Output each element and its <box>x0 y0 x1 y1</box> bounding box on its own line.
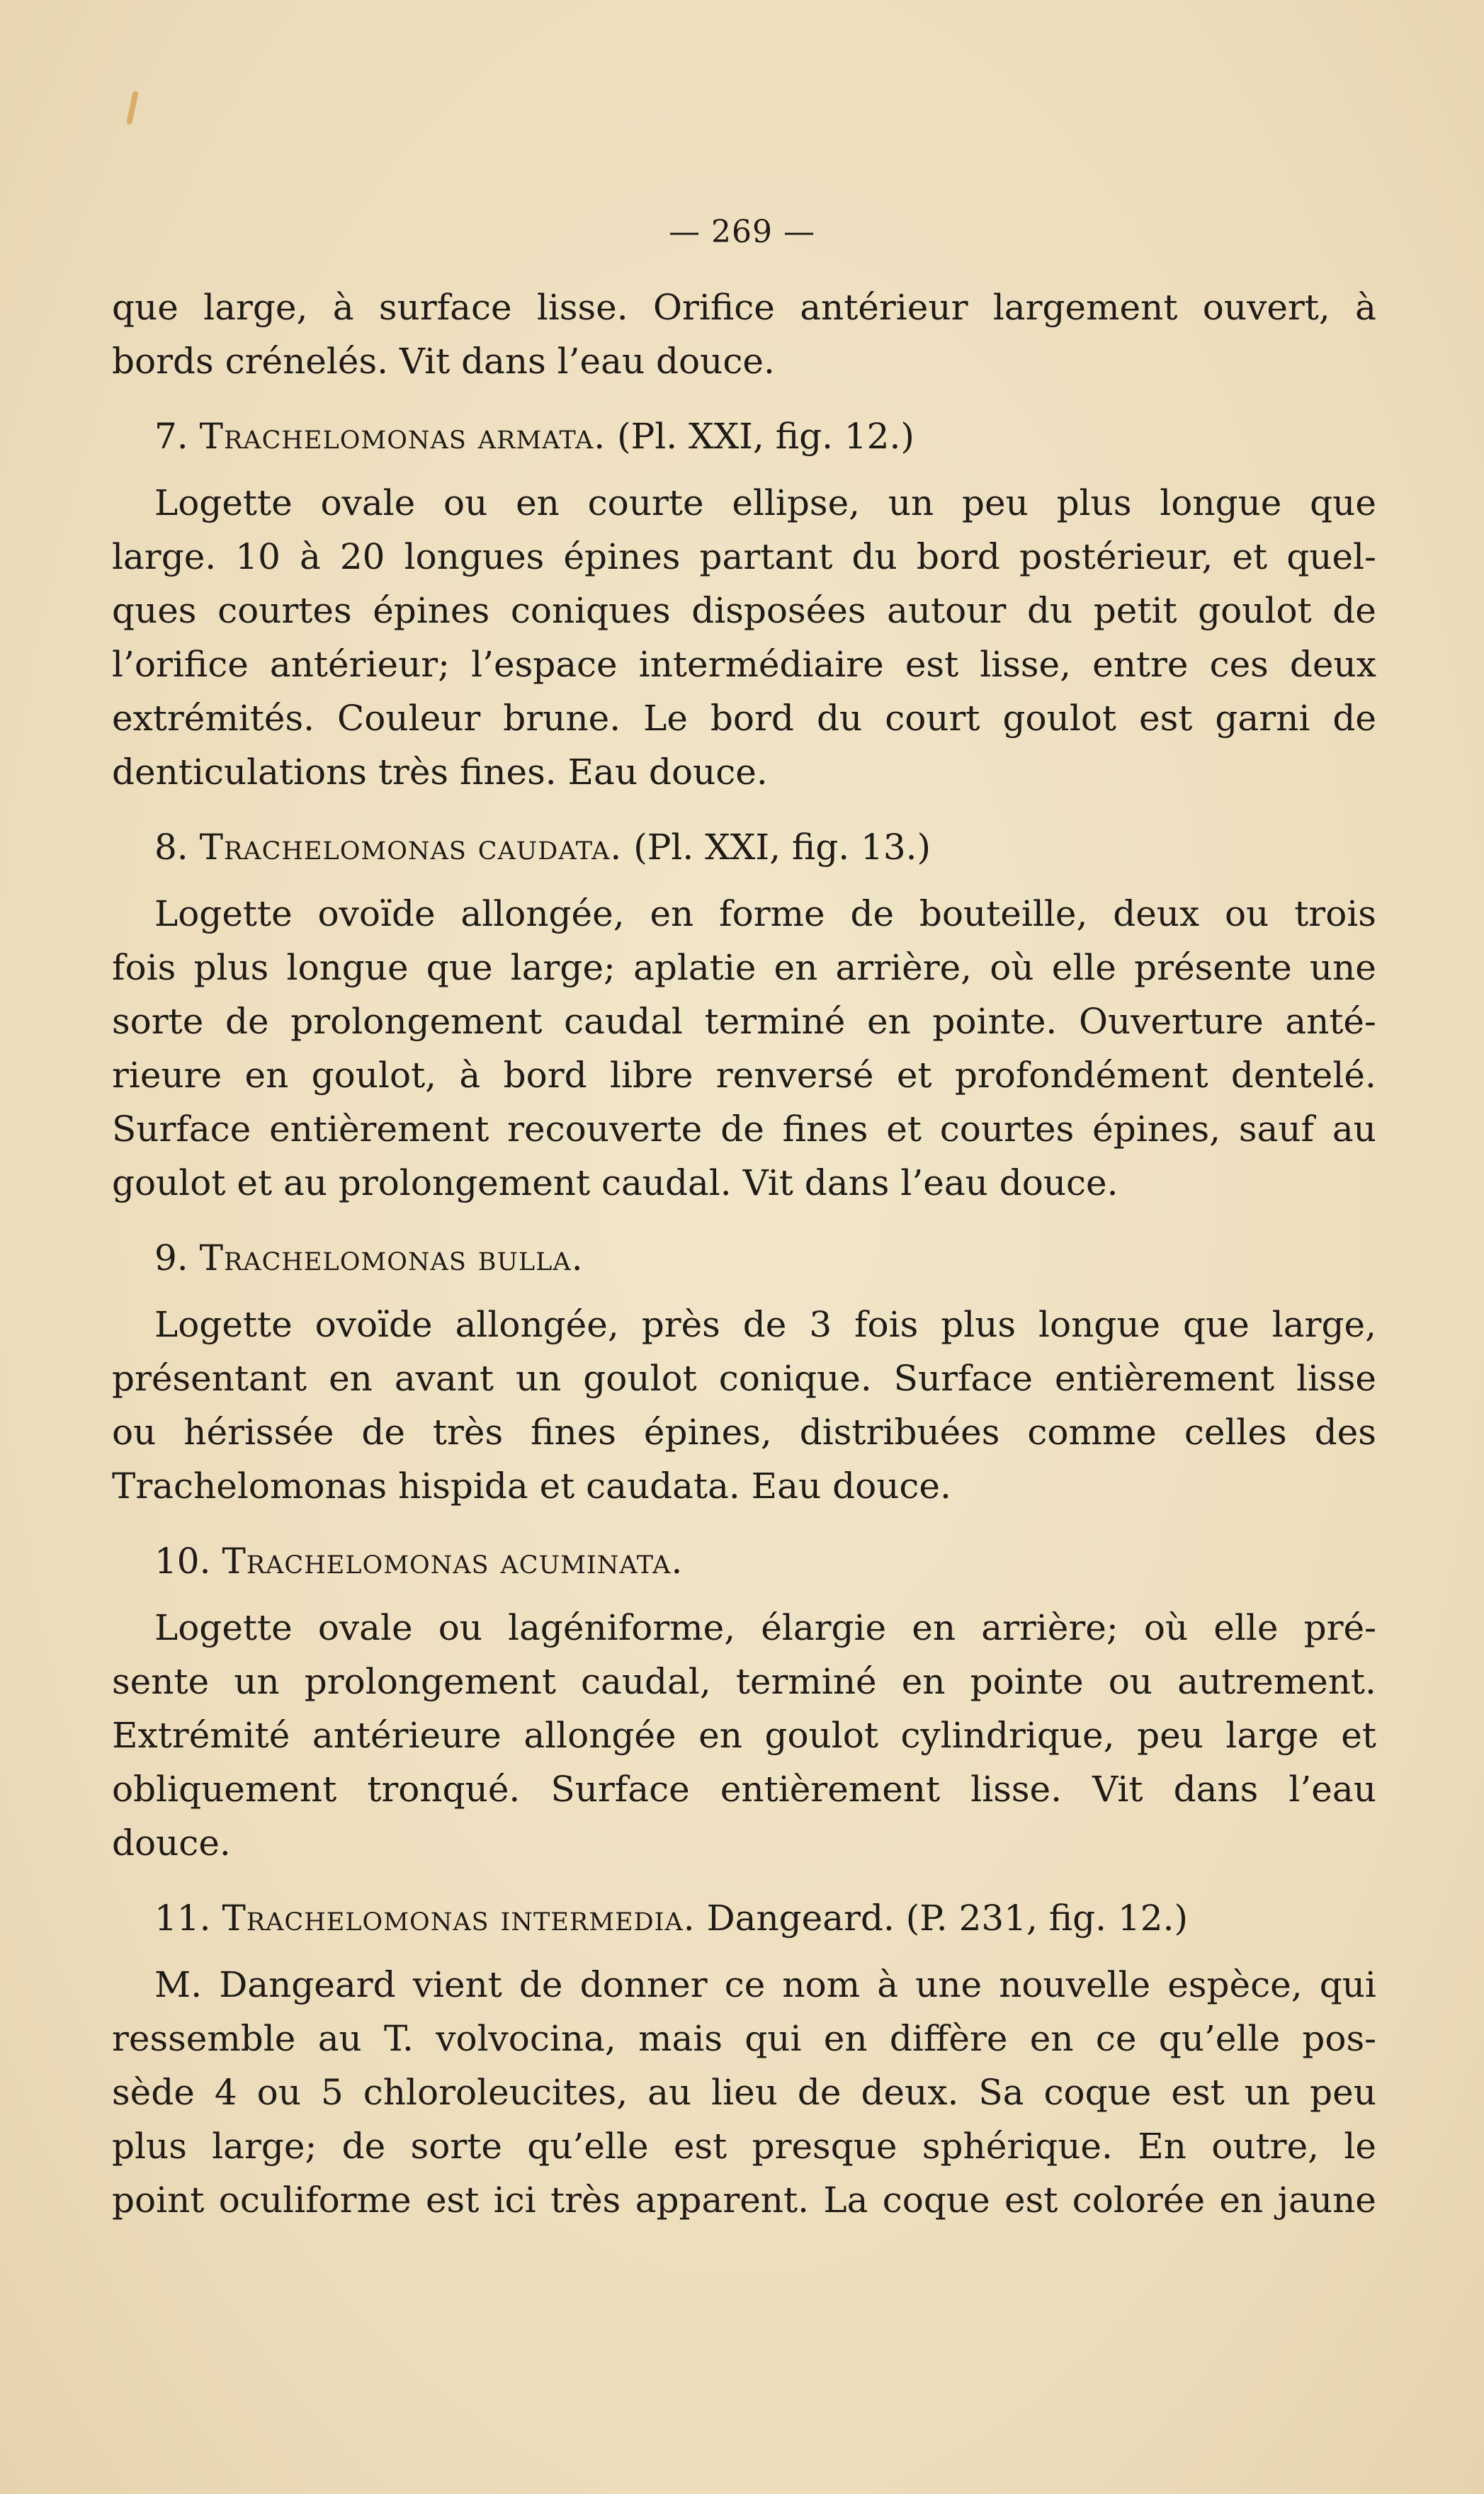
text-line: point oculiforme est ici très apparent. La coque est colorée en jaune <box>112 2180 1376 2221</box>
body-text <box>112 280 1376 2227</box>
heading-ref: (Pl. XXI, fig. 12.) <box>617 416 914 457</box>
heading-genus: Trachelomonas <box>199 416 467 457</box>
heading-species: caudata. <box>477 827 623 868</box>
heading-genus: Trachelomonas <box>199 827 467 868</box>
text-line: M. Dangeard vient de donner ce nom à une nouvelle espèce, qui <box>154 1964 1376 2005</box>
heading-genus: Trachelomonas <box>199 1237 467 1279</box>
text-line: large. 10 à 20 longues épines partant du bord postérieur, et quel- <box>112 536 1376 577</box>
heading-number: 9. <box>154 1237 188 1279</box>
text-line: extrémités. Couleur brune. Le bord du court goulot est garni de <box>112 698 1376 739</box>
page-number: — 269 — <box>669 214 815 250</box>
heading-ref: Dangeard. (P. 231, fig. 12.) <box>706 1898 1188 1939</box>
text-line: Logette ovale ou lagéniforme, élargie en arrière; où elle pré- <box>154 1607 1376 1648</box>
text-line: présentant en avant un goulot conique. Surface entièrement lisse <box>112 1358 1376 1399</box>
text-line: plus large; de sorte qu’elle est presque sphérique. En outre, le <box>112 2126 1376 2167</box>
text-line: bords crénelés. Vit dans l’eau douce. <box>112 341 775 382</box>
text-line: Extrémité antérieure allongée en goulot cylindrique, peu large et <box>112 1715 1376 1756</box>
species-heading <box>112 1231 1376 1285</box>
heading-number: 10. <box>154 1541 211 1582</box>
heading-species: intermedia. <box>500 1898 696 1939</box>
text-line: douce. <box>112 1823 231 1864</box>
ink-mark <box>126 91 139 125</box>
text-line: ques courtes épines coniques disposées autour du petit goulot de <box>112 590 1376 631</box>
text-line: Surface entièrement recouverte de fines et courtes épines, sauf au <box>112 1109 1376 1150</box>
text-line: sente un prolongement caudal, terminé en pointe ou autrement. <box>112 1661 1376 1702</box>
text-line: l’orifice antérieur; l’espace intermédiaire est lisse, entre ces deux <box>112 644 1376 685</box>
text-line: que large, à surface lisse. Orifice antérieur largement ouvert, à <box>112 287 1376 328</box>
text-line: Logette ovoïde allongée, en forme de bouteille, deux ou trois <box>154 893 1376 934</box>
heading-species: acuminata. <box>500 1541 684 1582</box>
species-heading <box>112 820 1376 874</box>
heading-genus: Trachelomonas <box>222 1541 489 1582</box>
text-line: ou hérissée de très fines épines, distribuées comme celles des <box>112 1412 1376 1453</box>
heading-number: 11. <box>154 1898 211 1939</box>
heading-number: 7. <box>154 416 188 457</box>
text-line: ressemble au T. volvocina, mais qui en diffère en ce qu’elle pos- <box>112 2018 1376 2059</box>
text-line: sorte de prolongement caudal terminé en pointe. Ouverture anté- <box>112 1001 1376 1042</box>
heading-species: armata. <box>477 416 606 457</box>
text-line: rieure en goulot, à bord libre renversé et profondément dentelé. <box>112 1055 1376 1096</box>
text-line: fois plus longue que large; aplatie en arrière, où elle présente une <box>112 947 1376 988</box>
species-heading <box>112 409 1376 463</box>
text-line: denticulations très fines. Eau douce. <box>112 752 768 793</box>
text-line: obliquement tronqué. Surface entièrement lisse. Vit dans l’eau <box>112 1769 1376 1810</box>
heading-ref: (Pl. XXI, fig. 13.) <box>633 827 931 868</box>
text-line: Logette ovoïde allongée, près de 3 fois plus longue que large, <box>154 1304 1376 1345</box>
text-line: Logette ovale ou en courte ellipse, un peu plus longue que <box>154 482 1376 523</box>
text-line: goulot et au prolongement caudal. Vit dans l’eau douce. <box>112 1162 1118 1203</box>
heading-genus: Trachelomonas <box>222 1898 489 1939</box>
species-heading <box>112 1891 1376 1945</box>
heading-number: 8. <box>154 827 188 868</box>
species-heading <box>112 1534 1376 1588</box>
heading-species: bulla. <box>477 1237 584 1279</box>
text-line: sède 4 ou 5 chloroleucites, au lieu de deux. Sa coque est un peu <box>112 2072 1376 2113</box>
text-line: Trachelomonas hispida et caudata. Eau douce. <box>112 1466 951 1507</box>
